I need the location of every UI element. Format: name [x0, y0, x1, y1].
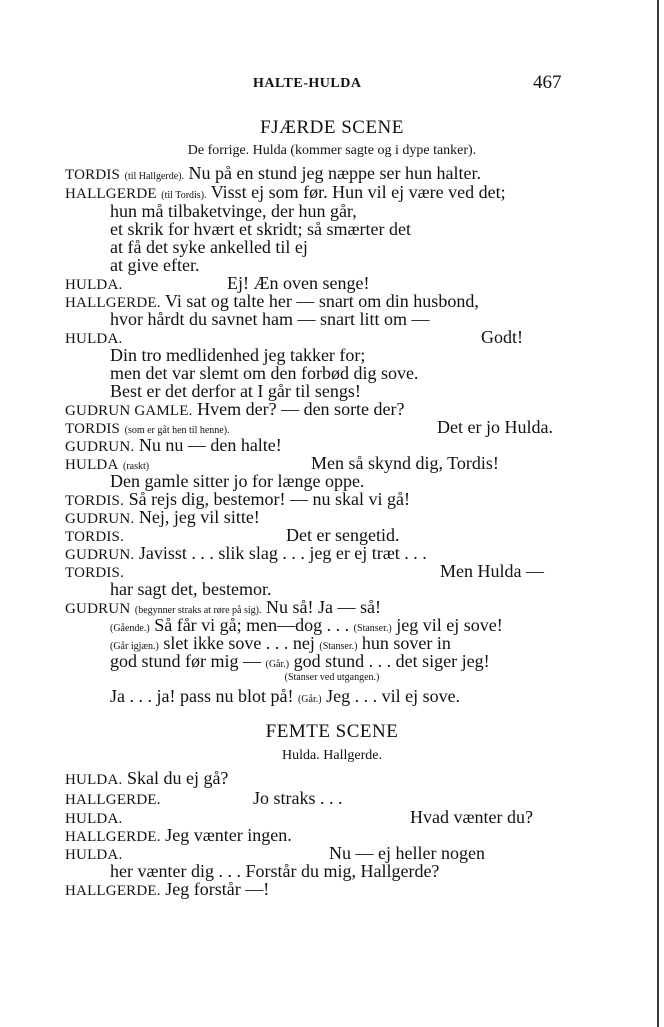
dialogue-line — [65, 489, 565, 509]
page-header — [0, 72, 664, 96]
dialogue-line — [110, 219, 610, 239]
dialogue-line — [65, 507, 565, 527]
stage-direction: (Går.) — [297, 694, 322, 705]
dialogue-line — [65, 543, 565, 563]
stage-direction: (raskt) — [123, 461, 150, 472]
scene-title: FJÆRDE SCENE — [260, 117, 404, 138]
dialogue-text: Din tro medlidenhed jeg takker for; — [110, 345, 366, 365]
speaker-name: HALLGERDE. — [65, 883, 161, 899]
dialogue-line — [65, 525, 565, 545]
speaker-name: TORDIS — [65, 421, 121, 437]
dialogue-text: Vi sat og talte her — snart om din husbond, — [164, 291, 479, 311]
dialogue-line — [65, 417, 565, 437]
stage-direction: (Stanser.) — [353, 623, 392, 634]
dialogue-line — [65, 788, 565, 808]
stage-direction: (begynner straks at røre på sig). — [134, 605, 262, 616]
dialogue-text: Hvem der? — den sorte der? — [197, 399, 405, 419]
dialogue-text: Nu på en stund jeg næppe ser hun halter. — [188, 163, 481, 183]
dialogue-line — [65, 843, 565, 863]
dialogue-text: hun må tilbaketvinge, der hun går, — [110, 201, 357, 221]
dialogue-text: Nu — ej heller nogen — [329, 843, 485, 863]
speaker-name: TORDIS. — [65, 565, 125, 581]
dialogue-text: her vænter dig . . . Forstår du mig, Hallgerde? — [110, 861, 440, 881]
dialogue-line — [65, 561, 565, 581]
dialogue-text: Nu nu — den halte! — [138, 435, 282, 455]
dialogue-line — [110, 237, 610, 257]
dialogue-text: Så får vi gå; men—dog . . . — [149, 615, 354, 635]
stage-direction: (som er gåt hen til henne). — [124, 425, 230, 436]
dialogue-text: Godt! — [481, 327, 523, 347]
dialogue-line — [110, 579, 610, 599]
dialogue-line — [65, 182, 565, 202]
dialogue-text: Nu så! Ja — så! — [266, 597, 381, 617]
dialogue-line — [110, 345, 610, 365]
dialogue-line — [110, 381, 610, 401]
dialogue-text: hun sover in — [357, 633, 451, 653]
dialogue-text: Jeg forstår —! — [165, 879, 270, 899]
scene-stage-direction: De forrige. Hulda (kommer sagte og i dype tanker). — [187, 143, 477, 158]
stage-direction: (til Tordis). — [161, 190, 207, 201]
dialogue-text: Jeg vænter ingen. — [165, 825, 292, 845]
dialogue-line — [65, 879, 565, 899]
speaker-name: HULDA. — [65, 331, 123, 347]
dialogue-text: Det er jo Hulda. — [437, 417, 553, 437]
dialogue-text: Det er sengetid. — [286, 525, 400, 545]
dialogue-text: Best er det derfor at I går til sengs! — [110, 381, 361, 401]
speaker-name: HULDA. — [65, 277, 123, 293]
dialogue-line — [110, 255, 610, 275]
dialogue-text: hvor hårdt du savnet ham — snart litt om — — [110, 309, 430, 329]
stage-direction: (Går igjæn.) — [110, 641, 159, 652]
stage-direction: (Stanser ved utgangen.) — [284, 672, 380, 683]
speaker-name: GUDRUN. — [65, 511, 135, 527]
speaker-name: HULDA. — [65, 772, 123, 788]
speaker-name: HALLGERDE. — [65, 829, 161, 845]
dialogue-text: god stund før mig — — [110, 651, 266, 671]
speaker-name: HALLGERDE. — [65, 792, 161, 808]
dialogue-line — [65, 399, 565, 419]
dialogue-line — [65, 291, 565, 311]
dialogue-text: at give efter. — [110, 255, 200, 275]
dialogue-line — [65, 327, 565, 347]
dialogue-text: god stund . . . det siger jeg! — [289, 651, 490, 671]
dialogue-text: men det var slemt om den forbød dig sove. — [110, 363, 419, 383]
stage-direction: (Går.) — [265, 659, 290, 670]
dialogue-line — [65, 768, 565, 788]
stage-direction: (Stanser.) — [319, 641, 358, 652]
running-title: HALTE-HULDA — [253, 76, 362, 91]
scene-title: FEMTE SCENE — [265, 721, 399, 742]
dialogue-text: Skal du ej gå? — [126, 768, 229, 788]
dialogue-text: at få det syke ankelled til ej — [110, 237, 308, 257]
dialogue-line — [110, 686, 610, 706]
dialogue-line — [65, 435, 565, 455]
dialogue-line — [110, 363, 610, 383]
speaker-name: HULDA — [65, 457, 119, 473]
dialogue-line — [65, 807, 565, 827]
dialogue-line — [110, 651, 610, 671]
speaker-name: HALLGERDE — [65, 186, 157, 202]
dialogue-text: Javisst . . . slik slag . . . jeg er ej træt . . . — [138, 543, 427, 563]
dialogue-line — [110, 471, 610, 491]
scene-stage-direction: Hulda. Hallgerde. — [282, 748, 382, 763]
dialogue-text: har sagt det, bestemor. — [110, 579, 272, 599]
dialogue-text: Jeg . . . vil ej sove. — [321, 686, 461, 706]
dialogue-line — [110, 633, 610, 653]
dialogue-line — [65, 163, 565, 183]
dialogue-text: Så rejs dig, bestemor! — nu skal vi gå! — [128, 489, 411, 509]
speaker-name: GUDRUN. — [65, 439, 135, 455]
dialogue-text: Men så skynd dig, Tordis! — [311, 453, 499, 473]
speaker-name: TORDIS — [65, 167, 121, 183]
page-number: 467 — [533, 72, 562, 93]
dialogue-text: Den gamle sitter jo for længe oppe. — [110, 471, 365, 491]
dialogue-text: slet ikke sove . . . nej — [158, 633, 320, 653]
dialogue-text: Visst ej som før. Hun vil ej være ved det; — [210, 182, 506, 202]
dialogue-text: Ja . . . ja! pass nu blot på! — [110, 686, 298, 706]
dialogue-text: et skrik for hvært et skridt; så smærter det — [110, 219, 411, 239]
dialogue-line — [65, 273, 565, 293]
dialogue-text: Jo straks . . . — [253, 788, 343, 808]
dialogue-line — [110, 861, 610, 881]
dialogue-line — [110, 201, 610, 221]
speaker-name: TORDIS. — [65, 493, 125, 509]
stage-direction: (Gående.) — [110, 623, 150, 634]
stage-direction: (til Hallgerde). — [124, 171, 185, 182]
speaker-name: GUDRUN. — [65, 547, 135, 563]
speaker-name: GUDRUN — [65, 601, 131, 617]
dialogue-text: jeg vil ej sove! — [391, 615, 503, 635]
dialogue-line — [110, 615, 610, 635]
dialogue-text: Nej, jeg vil sitte! — [138, 507, 260, 527]
speaker-name: HALLGERDE. — [65, 295, 161, 311]
dialogue-line — [65, 597, 565, 617]
dialogue-text: Ej! Æn oven senge! — [227, 273, 370, 293]
dialogue-line — [65, 453, 565, 473]
speaker-name: HULDA. — [65, 847, 123, 863]
speaker-name: HULDA. — [65, 811, 123, 827]
dialogue-text: Hvad vænter du? — [410, 807, 533, 827]
speaker-name: GUDRUN GAMLE. — [65, 403, 193, 419]
dialogue-text: Men Hulda — — [440, 561, 544, 581]
dialogue-line — [110, 309, 610, 329]
speaker-name: TORDIS. — [65, 529, 125, 545]
dialogue-line — [65, 825, 565, 845]
